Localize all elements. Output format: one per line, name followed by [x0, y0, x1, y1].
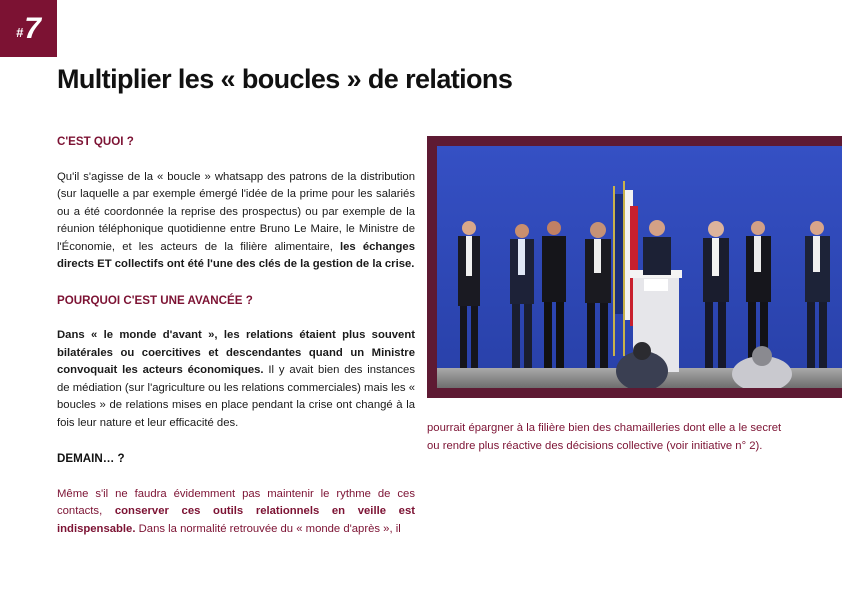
section-text-why — [57, 327, 415, 432]
page-number-badge — [0, 0, 57, 57]
what-text: Qu'il s'agisse de la « boucle » whatsapp des patrons de la distribution (sur laquelle a par exemple émergé l'idée de la prime pour les salariés ou a été coordonnée la reprise des prospectus) ou par exemple de la réunion téléphonique quotidienne entre Bruno Le Maire, le Ministre de l'Économie, et les acteurs de la filière alimentaire, — [57, 170, 415, 253]
press-conference-photo — [437, 146, 842, 388]
section-text-what — [57, 169, 415, 274]
page-title: Multiplier les « boucles » de relations — [57, 64, 513, 94]
left-column — [57, 133, 415, 538]
tomorrow-text-a: Même s'il ne faudra évidemment pas maintenir le rythme de ces contacts, — [57, 487, 415, 517]
badge-number: 7 — [24, 11, 41, 45]
what-text-bold: les échanges directs ET collectifs ont été l'une des clés de la gestion de la crise. — [57, 240, 415, 270]
section-heading-why: POURQUOI C'EST UNE AVANCÉE ? — [57, 293, 253, 307]
photo-illustration — [437, 146, 842, 388]
tomorrow-text-bold: conserver ces outils relationnels en veille est indispensable. — [57, 505, 415, 535]
continuation-text: pourrait épargner à la filière bien des chamailleries dont elle a le secret ou rendre plus réactive des décisions collective (voir initiative n° 2). — [427, 422, 782, 452]
tomorrow-text-b: Dans la normalité retrouvée du « monde d'après », il — [135, 522, 401, 535]
why-text: Il y avait bien des instances de médiation (sur l'agriculture ou les relations commerciales) mais les « boucles » de relations mises en place pendant la crise ont changé à la fois leur nature et leur efficacité des. — [57, 364, 415, 429]
why-text-bold: Dans « le monde d'avant », les relations étaient plus souvent bilatérales ou coercitives et descendantes quand un Ministre convoquait les acteurs économiques. — [57, 329, 415, 376]
photo-frame — [427, 136, 842, 398]
section-heading-tomorrow: DEMAIN… ? — [57, 452, 125, 465]
section-heading-what: C'EST QUOI ? — [57, 135, 134, 148]
badge-hash: # — [16, 25, 24, 40]
section-text-tomorrow — [57, 486, 415, 539]
right-column — [427, 420, 787, 455]
